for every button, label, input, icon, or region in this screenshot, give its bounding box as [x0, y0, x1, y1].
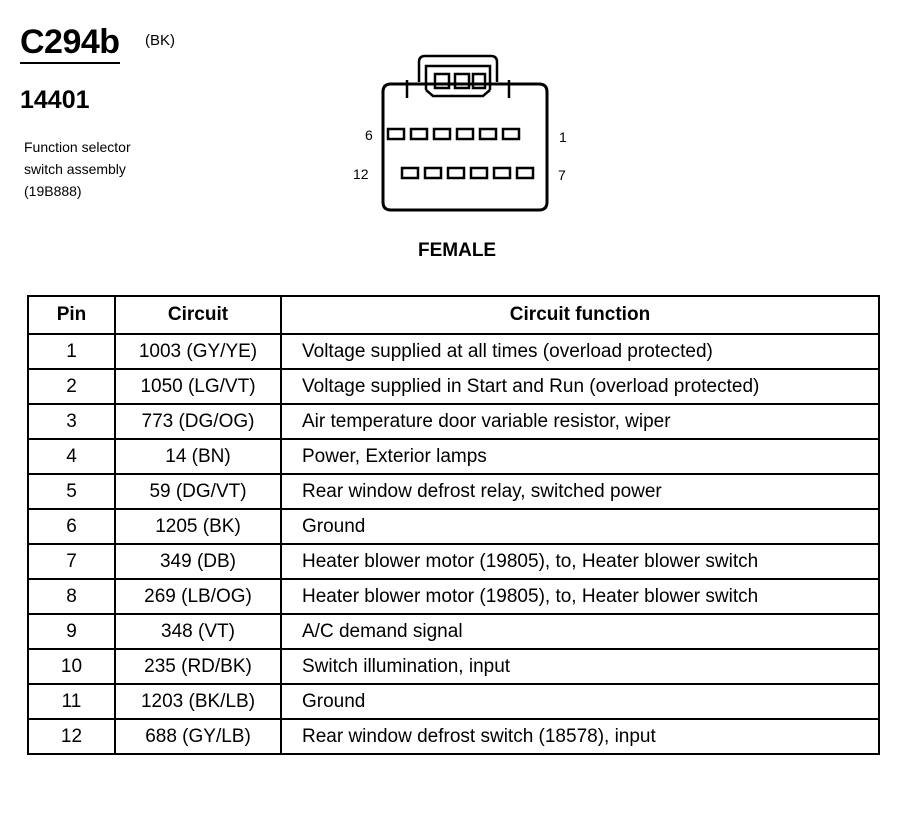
circuit-function-cell: Heater blower motor (19805), to, Heater blower switch: [281, 579, 879, 614]
circuit-function-cell: Power, Exterior lamps: [281, 439, 879, 474]
table-row: [28, 334, 879, 369]
connector-id: C294b: [20, 24, 120, 64]
pin-cell: 4: [28, 439, 115, 474]
pin-cell: 9: [28, 614, 115, 649]
table-row: [28, 474, 879, 509]
pin-label-7: 7: [558, 167, 566, 183]
table-row: [28, 404, 879, 439]
pin-label-1: 1: [559, 129, 567, 145]
circuit-function-cell: Voltage supplied at all times (overload protected): [281, 334, 879, 369]
table-row: [28, 439, 879, 474]
circuit-cell: 349 (DB): [115, 544, 281, 579]
circuit-function-cell: Air temperature door variable resistor, wiper: [281, 404, 879, 439]
circuit-cell: 1003 (GY/YE): [115, 334, 281, 369]
column-header-circuit-function: Circuit function: [281, 296, 879, 334]
circuit-function-cell: Voltage supplied in Start and Run (overload protected): [281, 369, 879, 404]
pin-label-12: 12: [353, 166, 369, 182]
component-description: [24, 136, 131, 202]
description-line-1: Function selector: [24, 139, 131, 155]
circuit-function-cell: Rear window defrost relay, switched power: [281, 474, 879, 509]
pin-cell: 7: [28, 544, 115, 579]
table-row: [28, 544, 879, 579]
circuit-cell: 269 (LB/OG): [115, 579, 281, 614]
pin-cell: 10: [28, 649, 115, 684]
circuit-cell: 235 (RD/BK): [115, 649, 281, 684]
table-header-row: [28, 296, 879, 334]
connector-gender-label: FEMALE: [418, 240, 497, 261]
circuit-cell: 688 (GY/LB): [115, 719, 281, 754]
pinout-table: [27, 295, 880, 755]
table-row: [28, 649, 879, 684]
circuit-cell: 773 (DG/OG): [115, 404, 281, 439]
circuit-cell: 59 (DG/VT): [115, 474, 281, 509]
circuit-function-cell: Ground: [281, 684, 879, 719]
connector-latch: [407, 56, 509, 98]
table-row: [28, 719, 879, 754]
table-row: [28, 614, 879, 649]
pin-cell: 1: [28, 334, 115, 369]
table-row: [28, 509, 879, 544]
circuit-cell: 14 (BN): [115, 439, 281, 474]
table-row: [28, 684, 879, 719]
connector-face-drawing: [355, 50, 585, 220]
connector-body: [383, 84, 547, 210]
circuit-cell: 1205 (BK): [115, 509, 281, 544]
cavity-row-1: [388, 129, 519, 139]
pin-cell: 8: [28, 579, 115, 614]
table-row: [28, 369, 879, 404]
circuit-cell: 348 (VT): [115, 614, 281, 649]
pin-cell: 6: [28, 509, 115, 544]
circuit-function-cell: Switch illumination, input: [281, 649, 879, 684]
circuit-cell: 1050 (LG/VT): [115, 369, 281, 404]
part-number: 14401: [20, 86, 90, 114]
circuit-function-cell: Rear window defrost switch (18578), input: [281, 719, 879, 754]
table-row: [28, 579, 879, 614]
column-header-pin: Pin: [28, 296, 115, 334]
pin-cell: 5: [28, 474, 115, 509]
circuit-cell: 1203 (BK/LB): [115, 684, 281, 719]
circuit-function-cell: Heater blower motor (19805), to, Heater blower switch: [281, 544, 879, 579]
description-line-3: (19B888): [24, 183, 82, 199]
pin-cell: 3: [28, 404, 115, 439]
pin-cell: 2: [28, 369, 115, 404]
cavity-row-2: [402, 168, 533, 178]
connector-color-tag: (BK): [145, 32, 175, 49]
pin-cell: 12: [28, 719, 115, 754]
description-line-2: switch assembly: [24, 161, 126, 177]
pin-label-6: 6: [365, 127, 373, 143]
circuit-function-cell: A/C demand signal: [281, 614, 879, 649]
pin-cell: 11: [28, 684, 115, 719]
circuit-function-cell: Ground: [281, 509, 879, 544]
column-header-circuit: Circuit: [115, 296, 281, 334]
